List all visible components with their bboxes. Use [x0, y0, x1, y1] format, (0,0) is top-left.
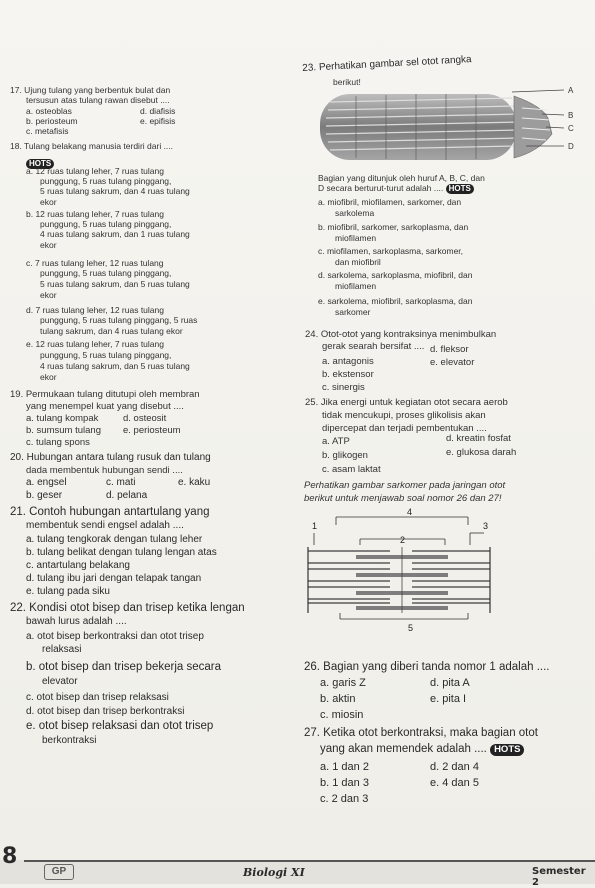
- q23-stem-2: berikut!: [333, 77, 361, 87]
- q19-option-b[interactable]: b. sumsum tulang: [26, 425, 101, 436]
- q22-option-c[interactable]: c. otot bisep dan trisep relaksasi: [26, 692, 169, 703]
- q24-option-e[interactable]: e. elevator: [430, 357, 475, 368]
- q19-option-a[interactable]: a. tulang kompak: [26, 413, 99, 424]
- q23-stem-1: 23. Perhatikan gambar sel otot rangka: [302, 54, 472, 74]
- q22-option-a-line2: relaksasi: [42, 644, 82, 655]
- q26-option-a[interactable]: a. garis Z: [320, 677, 366, 689]
- q18-option-a[interactable]: a. 12 ruas tulang leher, 7 ruas tulang: [26, 166, 164, 176]
- q23-option-c[interactable]: c. miofilamen, sarkoplasma, sarkomer,: [318, 246, 464, 256]
- q25-stem-3: dipercepat dan terjadi pembentukan ....: [322, 423, 487, 434]
- q23-option-d[interactable]: d. sarkolema, sarkoplasma, miofibril, dan: [318, 270, 473, 280]
- q20-option-a[interactable]: a. engsel: [26, 477, 67, 488]
- q18-option-a-line4: ekor: [40, 197, 57, 207]
- label-5: 5: [408, 623, 414, 633]
- q23-option-d-line2: miofilamen: [335, 281, 377, 291]
- muscle-cell-diagram: [316, 84, 586, 169]
- q23-option-c-line2: dan miofibril: [335, 257, 381, 267]
- q18-stem: 18. Tulang belakang manusia terdiri dari ....: [10, 141, 174, 151]
- q18-option-c[interactable]: c. 7 ruas tulang leher, 12 ruas tulang: [26, 258, 164, 268]
- q18-option-e-line2: punggung, 5 ruas tulang pinggang,: [40, 350, 172, 360]
- q19-option-d[interactable]: d. osteosit: [123, 413, 167, 424]
- q25-stem-1: 25. Jika energi untuk kegiatan otot secara aerob: [305, 397, 508, 408]
- semester-label: Semester 2: [532, 866, 586, 888]
- q27-option-a[interactable]: a. 1 dan 2: [320, 761, 369, 773]
- q23-caption-2: D secara berturut-turut adalah .... HOTS: [318, 183, 474, 194]
- q17-option-c[interactable]: c. metafisis: [26, 126, 69, 136]
- q26-option-e[interactable]: e. pita I: [430, 693, 467, 705]
- q19-stem-1: 19. Permukaan tulang ditutupi oleh membran: [10, 389, 200, 400]
- q20-option-e[interactable]: e. kaku: [178, 477, 211, 488]
- q26-stem: 26. Bagian yang diberi tanda nomor 1 adalah ....: [304, 661, 550, 673]
- q18-option-b-line2: punggung, 5 ruas tulang pinggang,: [40, 219, 172, 229]
- footer-rule: [24, 860, 595, 862]
- q27-stem-1: 27. Ketika otot berkontraksi, maka bagian otot: [304, 727, 538, 739]
- q23-hots-badge: HOTS: [446, 184, 474, 194]
- q18-option-c-line4: ekor: [40, 290, 57, 300]
- page-footer: [0, 844, 595, 888]
- q22-option-b-line2: elevator: [42, 676, 78, 687]
- q22-option-e-line2: berkontraksi: [42, 735, 97, 746]
- q22-option-e[interactable]: e. otot bisep relaksasi dan otot trisep: [26, 720, 214, 732]
- q17-stem-1: 17. Ujung tulang yang berbentuk bulat dan: [10, 85, 171, 95]
- q24-option-d[interactable]: d. fleksor: [430, 344, 469, 355]
- q27-option-d[interactable]: d. 2 dan 4: [430, 761, 479, 773]
- publisher-logo: GP: [44, 864, 74, 880]
- q17-option-b[interactable]: b. periosteum: [26, 116, 78, 126]
- q18-option-e[interactable]: e. 12 ruas tulang leher, 7 ruas tulang: [26, 339, 164, 349]
- q19-option-e[interactable]: e. periosteum: [123, 425, 181, 436]
- q17-stem-2: tersusun atas tulang rawan disebut ....: [26, 95, 170, 105]
- q22-stem-1: 22. Kondisi otot bisep dan trisep ketika lengan: [10, 602, 245, 614]
- q21-stem-1: 21. Contoh hubungan antartulang yang: [10, 506, 210, 518]
- q25-option-b[interactable]: b. glikogen: [322, 450, 368, 461]
- label-1: 1: [312, 521, 318, 531]
- q26-option-c[interactable]: c. miosin: [320, 709, 364, 721]
- q25-stem-2: tidak mencukupi, proses glikolisis akan: [322, 410, 486, 421]
- sarkomer-intro-2: berikut untuk menjawab soal nomor 26 dan 27!: [304, 493, 502, 504]
- q18-option-e-line3: 4 ruas tulang sakrum, dan 5 ruas tulang: [40, 361, 190, 371]
- subject-title: Biologi XI: [243, 866, 305, 879]
- q25-option-d[interactable]: d. kreatin fosfat: [446, 433, 511, 444]
- q18-option-c-line2: punggung, 5 ruas tulang pinggang,: [40, 268, 172, 278]
- q22-stem-2: bawah lurus adalah ....: [26, 616, 127, 627]
- q18-option-d[interactable]: d. 7 ruas tulang leher, 12 ruas tulang: [26, 305, 164, 315]
- q18-option-c-line3: 5 ruas tulang sakrum, dan 5 ruas tulang: [40, 279, 190, 289]
- q21-option-c[interactable]: c. antartulang belakang: [26, 560, 130, 571]
- label-C: C: [568, 124, 574, 133]
- q21-option-d[interactable]: d. tulang ibu jari dengan telapak tangan: [26, 573, 202, 584]
- q18-hots-badge: HOTS: [26, 153, 54, 171]
- page-number: 8: [2, 844, 18, 869]
- q23-option-b[interactable]: b. miofibril, sarkomer, sarkoplasma, dan: [318, 222, 469, 232]
- q22-option-b[interactable]: b. otot bisep dan trisep bekerja secara: [26, 661, 221, 673]
- q23-option-a-line2: sarkolema: [335, 208, 375, 218]
- label-3: 3: [483, 521, 489, 531]
- q24-stem-2: gerak searah bersifat ....: [322, 341, 425, 352]
- q20-option-d[interactable]: d. pelana: [106, 490, 148, 501]
- q17-option-a[interactable]: a. osteoblas: [26, 106, 72, 116]
- q22-option-a[interactable]: a. otot bisep berkontraksi dan otot trisep: [26, 631, 204, 642]
- q24-option-a[interactable]: a. antagonis: [322, 356, 374, 367]
- q18-option-e-line4: ekor: [40, 372, 57, 382]
- q18-option-d-line3: tulang sakrum, dan 4 ruas tulang ekor: [40, 326, 183, 336]
- q26-option-d[interactable]: d. pita A: [430, 677, 470, 689]
- q18-option-b-line3: 4 ruas tulang sakrum, dan 1 ruas tulang: [40, 229, 190, 239]
- q24-option-b[interactable]: b. ekstensor: [322, 369, 374, 380]
- q19-option-c[interactable]: c. tulang spons: [26, 437, 90, 448]
- q23-option-e-line2: sarkomer: [335, 307, 371, 317]
- q25-option-e[interactable]: e. glukosa darah: [446, 447, 517, 458]
- q23-option-e[interactable]: e. sarkolema, miofibril, sarkoplasma, dan: [318, 296, 473, 306]
- q20-option-b[interactable]: b. geser: [26, 490, 63, 501]
- q18-option-d-line2: punggung, 5 ruas tulang pinggang, 5 ruas: [40, 315, 198, 325]
- label-B: B: [568, 111, 574, 120]
- q20-stem-1: 20. Hubungan antara tulang rusuk dan tulang: [10, 452, 211, 463]
- label-4: 4: [407, 507, 413, 517]
- q17-option-d[interactable]: d. diafisis: [140, 106, 176, 116]
- q27-hots-badge: HOTS: [490, 744, 524, 756]
- q18-option-b[interactable]: b. 12 ruas tulang leher, 7 ruas tulang: [26, 209, 164, 219]
- label-2: 2: [400, 535, 406, 545]
- q21-option-e[interactable]: e. tulang pada siku: [26, 586, 110, 597]
- q18-option-b-line4: ekor: [40, 240, 57, 250]
- q23-caption-1: Bagian yang ditunjuk oleh huruf A, B, C, dan: [318, 173, 485, 183]
- q18-option-a-line2: punggung, 5 ruas tulang pinggang,: [40, 176, 172, 186]
- q27-option-c[interactable]: c. 2 dan 3: [320, 793, 369, 805]
- sarkomer-intro-1: Perhatikan gambar sarkomer pada jaringan otot: [304, 480, 506, 491]
- label-A: A: [568, 86, 574, 95]
- sarcomere-diagram: [300, 505, 500, 633]
- q25-option-c[interactable]: c. asam laktat: [322, 464, 381, 475]
- q18-option-a-line3: 5 ruas tulang sakrum, dan 4 ruas tulang: [40, 186, 190, 196]
- q17-option-e[interactable]: e. epifisis: [140, 116, 176, 126]
- label-D: D: [568, 142, 574, 151]
- q21-option-b[interactable]: b. tulang belikat dengan tulang lengan atas: [26, 547, 217, 558]
- q24-stem-1: 24. Otot-otot yang kontraksinya menimbulkan: [305, 329, 497, 340]
- q23-option-a[interactable]: a. miofibril, miofilamen, sarkomer, dan: [318, 197, 462, 207]
- q20-option-c[interactable]: c. mati: [106, 477, 136, 488]
- q25-option-a[interactable]: a. ATP: [322, 436, 350, 447]
- q24-option-c[interactable]: c. sinergis: [322, 382, 365, 393]
- q23-option-b-line2: miofilamen: [335, 233, 377, 243]
- q22-option-d[interactable]: d. otot bisep dan trisep berkontraksi: [26, 706, 185, 717]
- q27-stem-2: yang akan memendek adalah .... HOTS: [320, 743, 524, 756]
- q26-option-b[interactable]: b. aktin: [320, 693, 356, 705]
- q19-stem-2: yang menempel kuat yang disebut ....: [26, 401, 184, 412]
- q27-option-e[interactable]: e. 4 dan 5: [430, 777, 479, 789]
- q21-option-a[interactable]: a. tulang tengkorak dengan tulang leher: [26, 534, 203, 545]
- q21-stem-2: membentuk sendi engsel adalah ....: [26, 520, 184, 531]
- q20-stem-2: dada membentuk hubungan sendi ....: [26, 465, 183, 476]
- q27-option-b[interactable]: b. 1 dan 3: [320, 777, 369, 789]
